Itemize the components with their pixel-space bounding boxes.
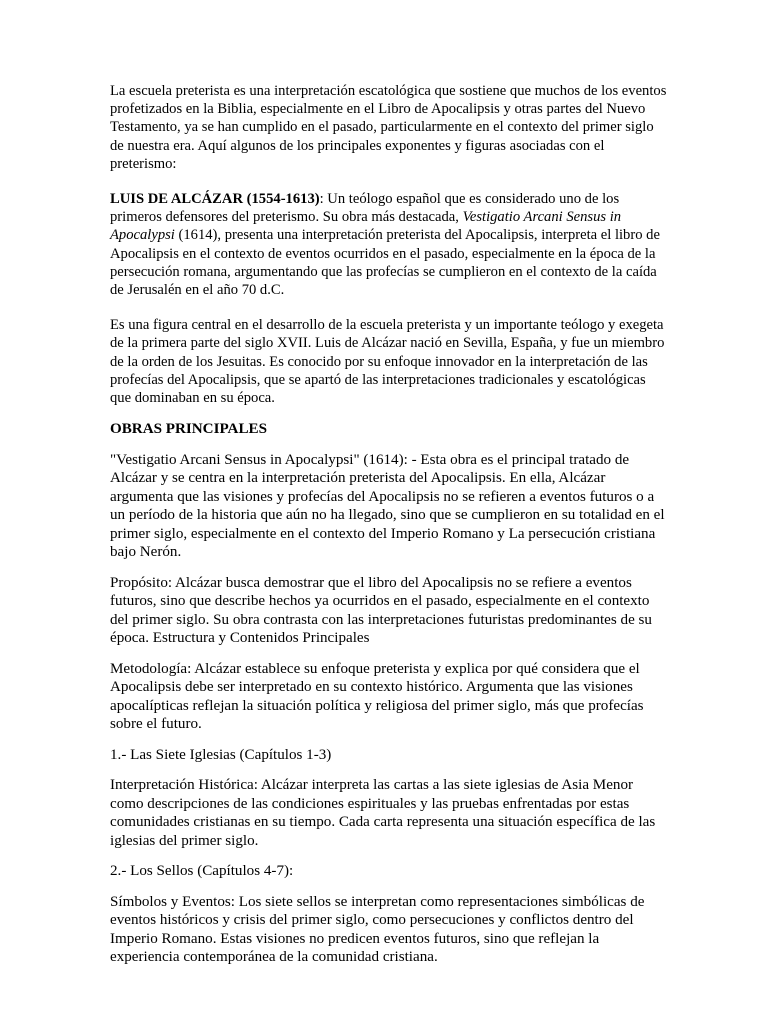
bio-paragraph: Es una figura central en el desarrollo de la escuela preterista y un importante teólogo y exegeta de la primera parte del siglo XVII. Luis de Alcázar nació en Sevilla, España, y fue un miembro de la orden de los Jesuitas. Es conocido por su enfoque innovador en la interpretación de las profecías del Apocalipsis, que se apartó de las interpretaciones tradicionales y escatológicas que dominaban en su época. xyxy=(110,317,665,407)
section-heading-sellos: 2.- Los Sellos (Capítulos 4-7): xyxy=(110,863,294,880)
alcazar-work-title: Vestigatio Arcani Sensus in Apocalypsi xyxy=(110,209,622,244)
interpretacion-paragraph: Interpretación Histórica: Alcázar interpreta las cartas a las siete iglesias de Asia Menor como descripciones de las condiciones espirituales y las pruebas enfrentadas por estas comunidades cristianas en su tiempo. Cada carta representa una situación específica de las iglesias del primer siglo. xyxy=(110,777,656,849)
section-heading-iglesias: 1.- Las Siete Iglesias (Capítulos 1-3) xyxy=(110,746,332,763)
alcazar-paragraph xyxy=(110,190,668,299)
section-heading-obras: OBRAS PRINCIPALES xyxy=(110,421,267,438)
proposito-paragraph: Propósito: Alcázar busca demostrar que el libro del Apocalipsis no se refiere a eventos futuros, sino que describe hechos ya ocurridos en el pasado, especialmente en el contexto del primer siglo. Su obra contrasta con las interpretaciones futuristas predominantes de su época. Estructura y Contenidos Principales xyxy=(110,574,652,647)
alcazar-text-a: : Un teólogo español que es considerado uno de los primeros defensores del preterismo. Su obra más destacada, xyxy=(110,191,620,226)
alcazar-text-b: (1614), presenta una interpretación preterista del Apocalipsis, interpreta el libro de Apocalipsis en el contexto de eventos ocurridos en el pasado, especialmente en la época de la persecución romana, argumentando que las profecías se cumplieron en el contexto de la caída de Jerusalén en el año 70 d.C. xyxy=(110,227,660,299)
metodologia-paragraph: Metodología: Alcázar establece su enfoque preterista y explica por qué considera que el Apocalipsis debe ser interpretado en su contexto histórico. Argumenta que las visiones apocalípticas reflejan la situación política y religiosa del primer siglo, más que profecías sobre el futuro. xyxy=(110,660,644,733)
intro-paragraph: La escuela preterista es una interpretación escatológica que sostiene que muchos de los eventos profetizados en la Biblia, especialmente en el Libro de Apocalipsis y otras partes del Nuevo Testamento, ya se han cumplido en el pasado, particularmente en el contexto del primer siglo de nuestra era. Aquí algunos de los principales exponentes y figuras asociadas con el preterismo: xyxy=(110,83,667,172)
obra-paragraph: "Vestigatio Arcani Sensus in Apocalypsi" (1614): - Esta obra es el principal tratado de Alcázar y se centra en la interpretación preterista del Apocalipsis. En ella, Alcázar argumenta que las visiones y profecías del Apocalipsis no se refieren a eventos futuros o a un período de la historia que aún no ha llegado, sino que se cumplieron en su totalidad en el primer siglo, especialmente en el contexto del Imperio Romano y La persecución cristiana bajo Nerón. xyxy=(110,451,665,561)
simbolos-paragraph: Símbolos y Eventos: Los siete sellos se interpretan como representaciones simbólicas de eventos históricos y crisis del primer siglo, como persecuciones y conflictos dentro del Imperio Romano. Estas visiones no predicen eventos futuros, sino que reflejan la experiencia contemporánea de la comunidad cristiana. xyxy=(110,893,645,966)
alcazar-name: LUIS DE ALCÁZAR (1554-1613) xyxy=(110,191,320,208)
